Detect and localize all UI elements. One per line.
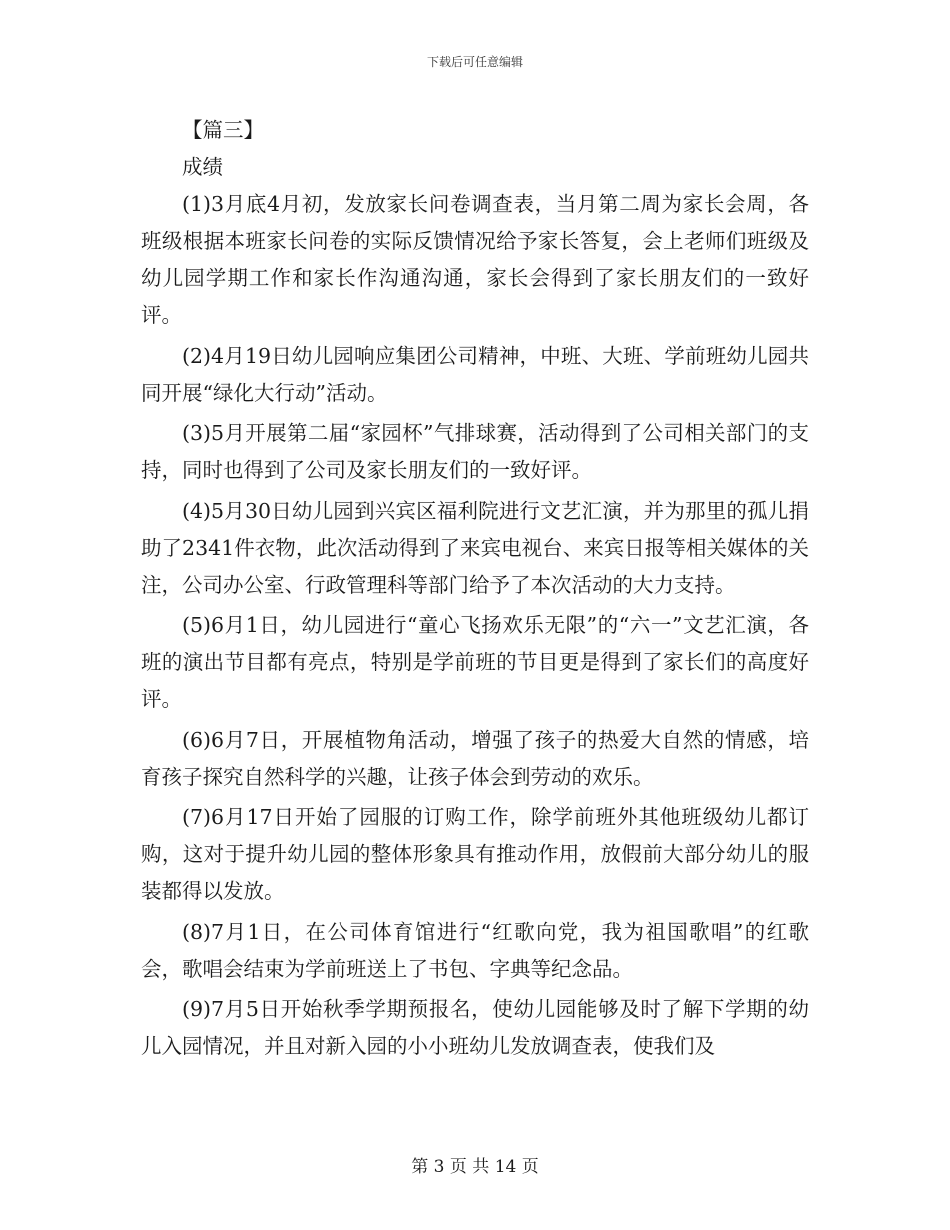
paragraph-3: (3)5月开展第二届“家园杯”气排球赛，活动得到了公司相关部门的支持，同时也得到了公司及家长朋友们的一致好评。	[141, 421, 809, 482]
paragraph-6: (6)6月7日，开展植物角活动，增强了孩子的热爱大自然的情感，培育孩子探究自然科学的兴趣，让孩子体会到劳动的欢乐。	[141, 727, 809, 789]
paragraph-8: (8)7月1日，在公司体育馆进行“红歌向党，我为祖国歌唱”的红歌会，歌唱会结束为学前班送上了书包、字典等纪念品。	[141, 919, 809, 981]
paragraph-1: (1)3月底4月初，发放家长问卷调查表，当月第二周为家长会周，各班级根据本班家长问卷的实际反馈情况给予家长答复，会上老师们班级及幼儿园学期工作和家长作沟通沟通，家长会得到了家长朋友们的一致好评。	[141, 192, 809, 327]
page-header-note: 下载后可任意编辑	[426, 55, 523, 69]
section-heading: 成绩	[182, 155, 223, 179]
section-title: 【篇三】	[182, 118, 264, 142]
paragraph-9: (9)7月5日开始秋季学期预报名，使幼儿园能够及时了解下学期的幼儿入园情况，并且对新入园的小小班幼儿发放调查表，使我们及	[141, 997, 809, 1058]
paragraph-5: (5)6月1日，幼儿园进行“童心飞扬欢乐无限”的“六一”文艺汇演，各班的演出节目都有亮点，特别是学前班的节目更是得到了家长们的高度好评。	[141, 613, 809, 711]
paragraph-7: (7)6月17日开始了园服的订购工作，除学前班外其他班级幼儿都订购，这对于提升幼儿园的整体形象具有推动作用，放假前大部分幼儿的服装都得以发放。	[141, 805, 809, 903]
page-number-footer: 第 3 页 共 14 页	[411, 1157, 539, 1177]
document-body	[141, 112, 809, 1069]
paragraph-2: (2)4月19日幼儿园响应集团公司精神，中班、大班、学前班幼儿园共同开展“绿化大行动”活动。	[141, 343, 809, 405]
paragraph-4: (4)5月30日幼儿园到兴宾区福利院进行文艺汇演，并为那里的孤儿捐助了2341件衣物，此次活动得到了来宾电视台、来宾日报等相关媒体的关注，公司办公室、行政管理科等部门给予了本次活动的大力支持。	[141, 498, 809, 597]
